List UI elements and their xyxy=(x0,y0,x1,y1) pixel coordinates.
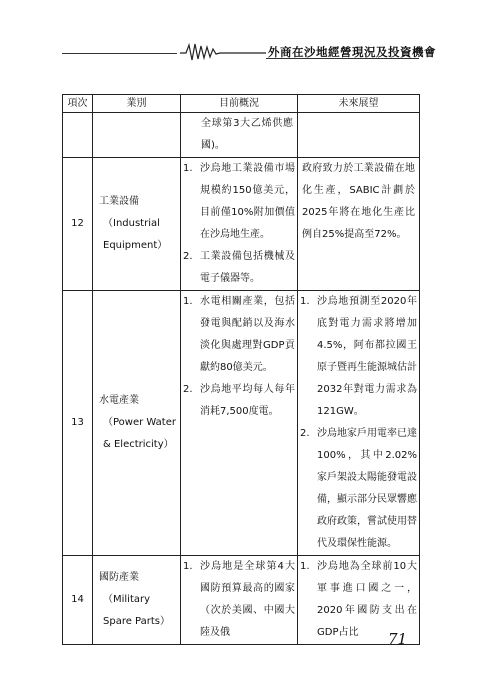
list-item: 1. 沙烏地工業設備市場規模約150億美元，目前僅10%附加價值在沙烏地生產。 xyxy=(183,163,295,240)
category-name: 工業設備 xyxy=(99,196,139,207)
table-header-row xyxy=(63,95,420,113)
row-number: 14 xyxy=(63,556,93,645)
category-english: （Power Water & Electricity） xyxy=(103,417,176,450)
header-outlook: 未來展望 xyxy=(298,95,420,113)
table-row xyxy=(63,158,420,291)
industry-table xyxy=(62,94,420,645)
table-row xyxy=(63,291,420,556)
outlook-cell: 政府致力於工業設備在地化生產，SABIC計劃於2025年將在地化生產比例自25%提高至72%。 xyxy=(298,158,420,291)
list-item: 1. 沙烏地為全球前10大軍事進口國之一，2020年國防支出在GDP占比 xyxy=(300,561,417,638)
category-name: 水電產業 xyxy=(99,395,139,406)
continuation-current-text: 全球第3大乙烯供應國)。 xyxy=(181,113,298,158)
category-english: （Industrial Equipment） xyxy=(103,218,168,251)
list-item: 2. 工業設備包括機械及電子儀器等。 xyxy=(183,251,295,284)
row-number: 12 xyxy=(63,158,93,291)
row-category xyxy=(93,291,181,556)
heartbeat-wave-icon xyxy=(180,42,266,62)
table-row xyxy=(63,556,420,645)
current-status-cell xyxy=(181,291,298,556)
table-row-continuation xyxy=(63,113,420,158)
row-number: 13 xyxy=(63,291,93,556)
running-header-title: 外商在沙地經營現況及投資機會 xyxy=(268,45,436,59)
list-item: 1. 沙烏地是全球第4大國防預算最高的國家（次於美國、中國大陸及俄 xyxy=(183,561,295,638)
list-item: 2. 沙烏地家戶用電率已達100%，其中2.02%家戶架設太陽能發電設備，顯示部分民眾響應政府政策，嘗試使用替代及環保性能源。 xyxy=(300,428,417,549)
row-category xyxy=(93,158,181,291)
current-status-cell xyxy=(181,158,298,291)
header-category: 業別 xyxy=(93,95,181,113)
current-status-cell xyxy=(181,556,298,645)
header-rule-left xyxy=(62,53,177,54)
list-item: 2. 沙烏地平均每人每年消耗7,500度電。 xyxy=(183,384,295,417)
page-number: 71 xyxy=(388,630,408,648)
category-name: 國防產業 xyxy=(99,572,139,583)
list-item: 1. 水電相關產業，包括發電與配銷以及海水淡化與處理對GDP貢獻約80億美元。 xyxy=(183,296,295,373)
header-current-status: 目前概況 xyxy=(181,95,298,113)
row-category xyxy=(93,556,181,645)
category-english: （Military Spare Parts） xyxy=(103,594,170,627)
header-item-no: 項次 xyxy=(63,95,93,113)
list-item: 1. 沙烏地預測至2020年底對電力需求將增加4.5%，阿布都拉國王原子暨再生能源城估計2032年對電力需求為121GW。 xyxy=(300,296,417,417)
outlook-cell xyxy=(298,291,420,556)
